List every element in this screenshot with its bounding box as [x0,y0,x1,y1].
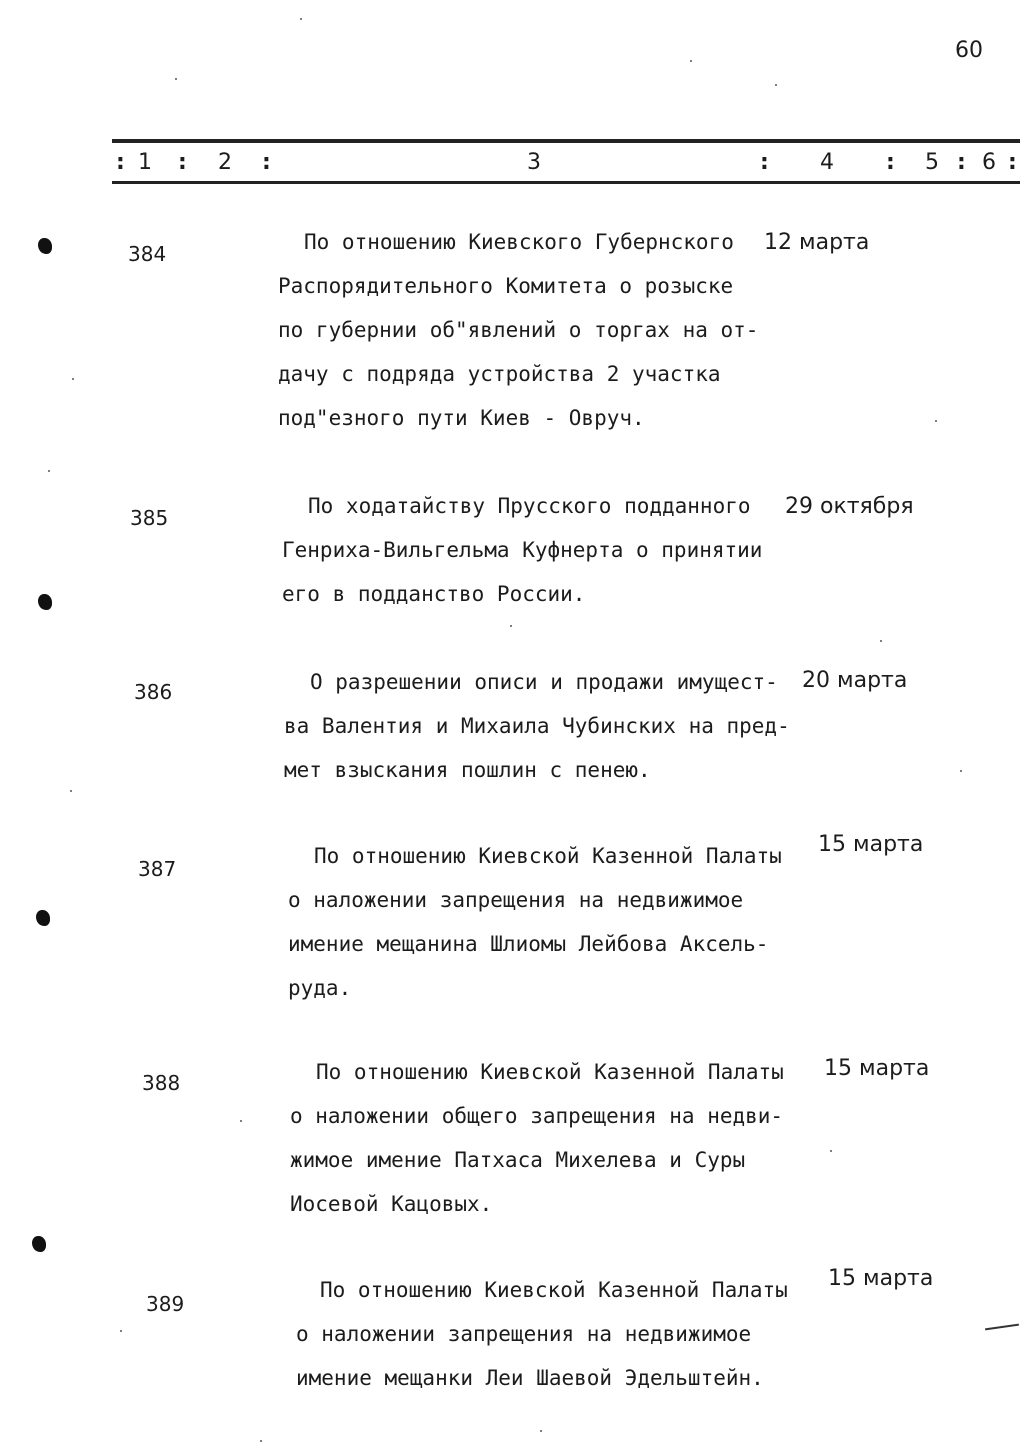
entry-line: дачу с подряда устройства 2 участка [278,362,721,386]
entry-date: 15 марта [824,1056,930,1081]
entry-number: 386 [134,680,173,704]
column-header-1: 1 [138,150,152,175]
scan-speck [300,18,302,20]
entry-line: Генриха-Вильгельма Куфнерта о принятии [282,538,763,562]
scan-speck [880,640,882,642]
entry-description [278,220,758,440]
column-separator: : [760,150,769,175]
entry-date: 20 марта [802,668,908,693]
entry-description [296,1268,788,1400]
scan-speck [775,84,777,86]
scan-speck [72,378,74,380]
column-header-3: 3 [527,150,541,175]
column-header-6: 6 [982,150,996,175]
entry-line: руда. [288,976,352,1000]
scan-speck [830,1150,832,1152]
scan-speck [260,1440,262,1442]
entry-description [284,660,790,792]
header-top-rule [112,139,1020,143]
entry-line: По отношению Киевской Казенной Палаты [316,1060,784,1084]
column-separator: : [178,150,187,175]
entry-description [290,1050,784,1226]
punch-hole-mark [32,1236,46,1252]
punch-hole-mark [36,910,50,926]
entry-line: имение мещанки Леи Шаевой Эдельштейн. [296,1366,764,1390]
column-separator: : [957,150,966,175]
scan-speck [175,78,177,80]
entry-line: его в подданство России. [282,582,586,606]
entry-number: 388 [142,1071,181,1095]
entry-line: о наложении запрещения на недвижимое [296,1322,752,1346]
entry-line: по губернии об"явлений о торгах на от- [278,318,759,342]
column-separator: : [886,150,895,175]
scan-speck [935,420,937,422]
entry-line: о наложении общего запрещения на недви- [290,1104,784,1128]
column-separator: : [1008,150,1017,175]
header-bottom-rule [112,181,1020,184]
scan-speck [690,60,692,62]
entry-number: 385 [130,506,169,530]
entry-line: По отношению Киевского Губернского [304,230,734,254]
scan-speck [70,790,72,792]
column-header-5: 5 [925,150,939,175]
entry-line: имение мещанина Шлиомы Лейбова Аксель- [288,932,769,956]
entry-date: 15 марта [818,832,924,857]
entry-line: По отношению Киевской Казенной Палаты [314,844,782,868]
entry-date: 29 октября [785,494,914,519]
entry-line: О разрешении описи и продажи имущест- [310,670,778,694]
entry-line: По отношению Киевской Казенной Палаты [320,1278,788,1302]
entry-line: По ходатайству Прусского подданного [308,494,751,518]
scan-speck [540,1430,542,1432]
scan-speck [240,1120,242,1122]
page-number: 60 [955,38,983,63]
scan-speck [48,470,50,472]
entry-date: 12 марта [764,230,870,255]
punch-hole-mark [38,238,52,254]
entry-line: мет взыскания пошлин с пенею. [284,758,651,782]
entry-line: Распорядительного Комитета о розыске [278,274,734,298]
column-header-2: 2 [218,150,232,175]
column-separator: : [116,150,125,175]
entry-description [282,484,762,616]
entry-line: жимое имение Патхаса Михелева и Суры [290,1148,746,1172]
scan-speck [960,770,962,772]
entry-number: 389 [146,1292,185,1316]
entry-line: Иосевой Кацовых. [290,1192,493,1216]
ink-stroke-mark [985,1324,1019,1331]
entry-line: ва Валентия и Михаила Чубинских на пред- [284,714,790,738]
column-separator: : [262,150,271,175]
column-header-4: 4 [820,150,834,175]
column-header-row [0,150,1024,180]
entry-date: 15 марта [828,1266,934,1291]
scan-speck [510,625,512,627]
entry-number: 387 [138,857,177,881]
entry-number: 384 [128,242,167,266]
entry-line: о наложении запрещения на недвижимое [288,888,744,912]
entry-line: под"езного пути Киев - Овруч. [278,406,645,430]
punch-hole-mark [38,594,52,610]
scan-speck [120,1330,122,1332]
entry-description [288,834,782,1010]
